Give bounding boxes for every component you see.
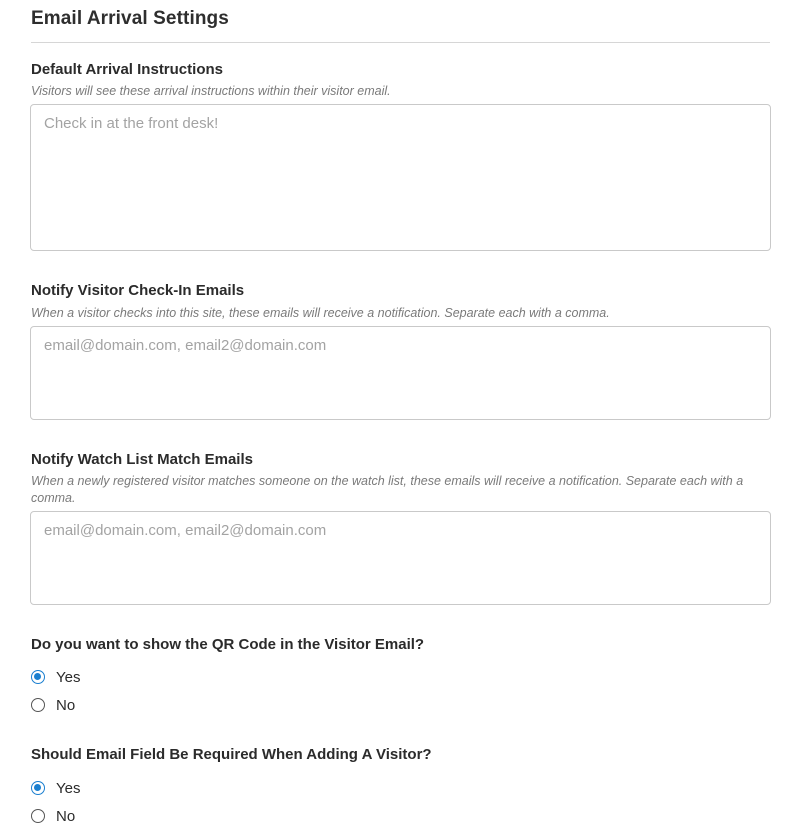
arrival-instructions-input[interactable] — [30, 104, 771, 251]
watchlist-emails-input[interactable] — [30, 511, 771, 605]
qr-code-yes-radio[interactable] — [31, 670, 45, 684]
section-title: Email Arrival Settings — [31, 8, 229, 29]
email-required-no-radio[interactable] — [31, 809, 45, 823]
qr-code-yes-label: Yes — [56, 668, 81, 686]
qr-code-no-option[interactable] — [31, 695, 75, 715]
qr-code-question: Do you want to show the QR Code in the Visitor Email? — [31, 636, 425, 653]
watchlist-emails-help: When a newly registered visitor matches someone on the watch list, these emails will receive a notification. Separate each with a comma. — [31, 474, 744, 505]
qr-code-no-radio[interactable] — [31, 698, 45, 712]
email-required-yes-label: Yes — [56, 779, 81, 797]
section-divider — [31, 42, 770, 43]
checkin-emails-label: Notify Visitor Check-In Emails — [31, 282, 245, 299]
checkin-emails-input[interactable] — [30, 326, 771, 420]
email-required-no-label: No — [56, 807, 76, 825]
email-required-yes-option[interactable] — [31, 778, 80, 798]
email-required-question: Should Email Field Be Required When Adding A Visitor? — [31, 746, 432, 763]
qr-code-no-label: No — [56, 696, 76, 714]
arrival-instructions-label: Default Arrival Instructions — [31, 61, 223, 78]
checkin-emails-help: When a visitor checks into this site, these emails will receive a notification. Separate each with a comma. — [31, 306, 610, 320]
arrival-instructions-help: Visitors will see these arrival instructions within their visitor email. — [31, 84, 391, 98]
watchlist-emails-label: Notify Watch List Match Emails — [31, 451, 253, 468]
qr-code-yes-option[interactable] — [31, 667, 80, 687]
email-required-yes-radio[interactable] — [31, 781, 45, 795]
email-required-no-option[interactable] — [31, 806, 75, 826]
